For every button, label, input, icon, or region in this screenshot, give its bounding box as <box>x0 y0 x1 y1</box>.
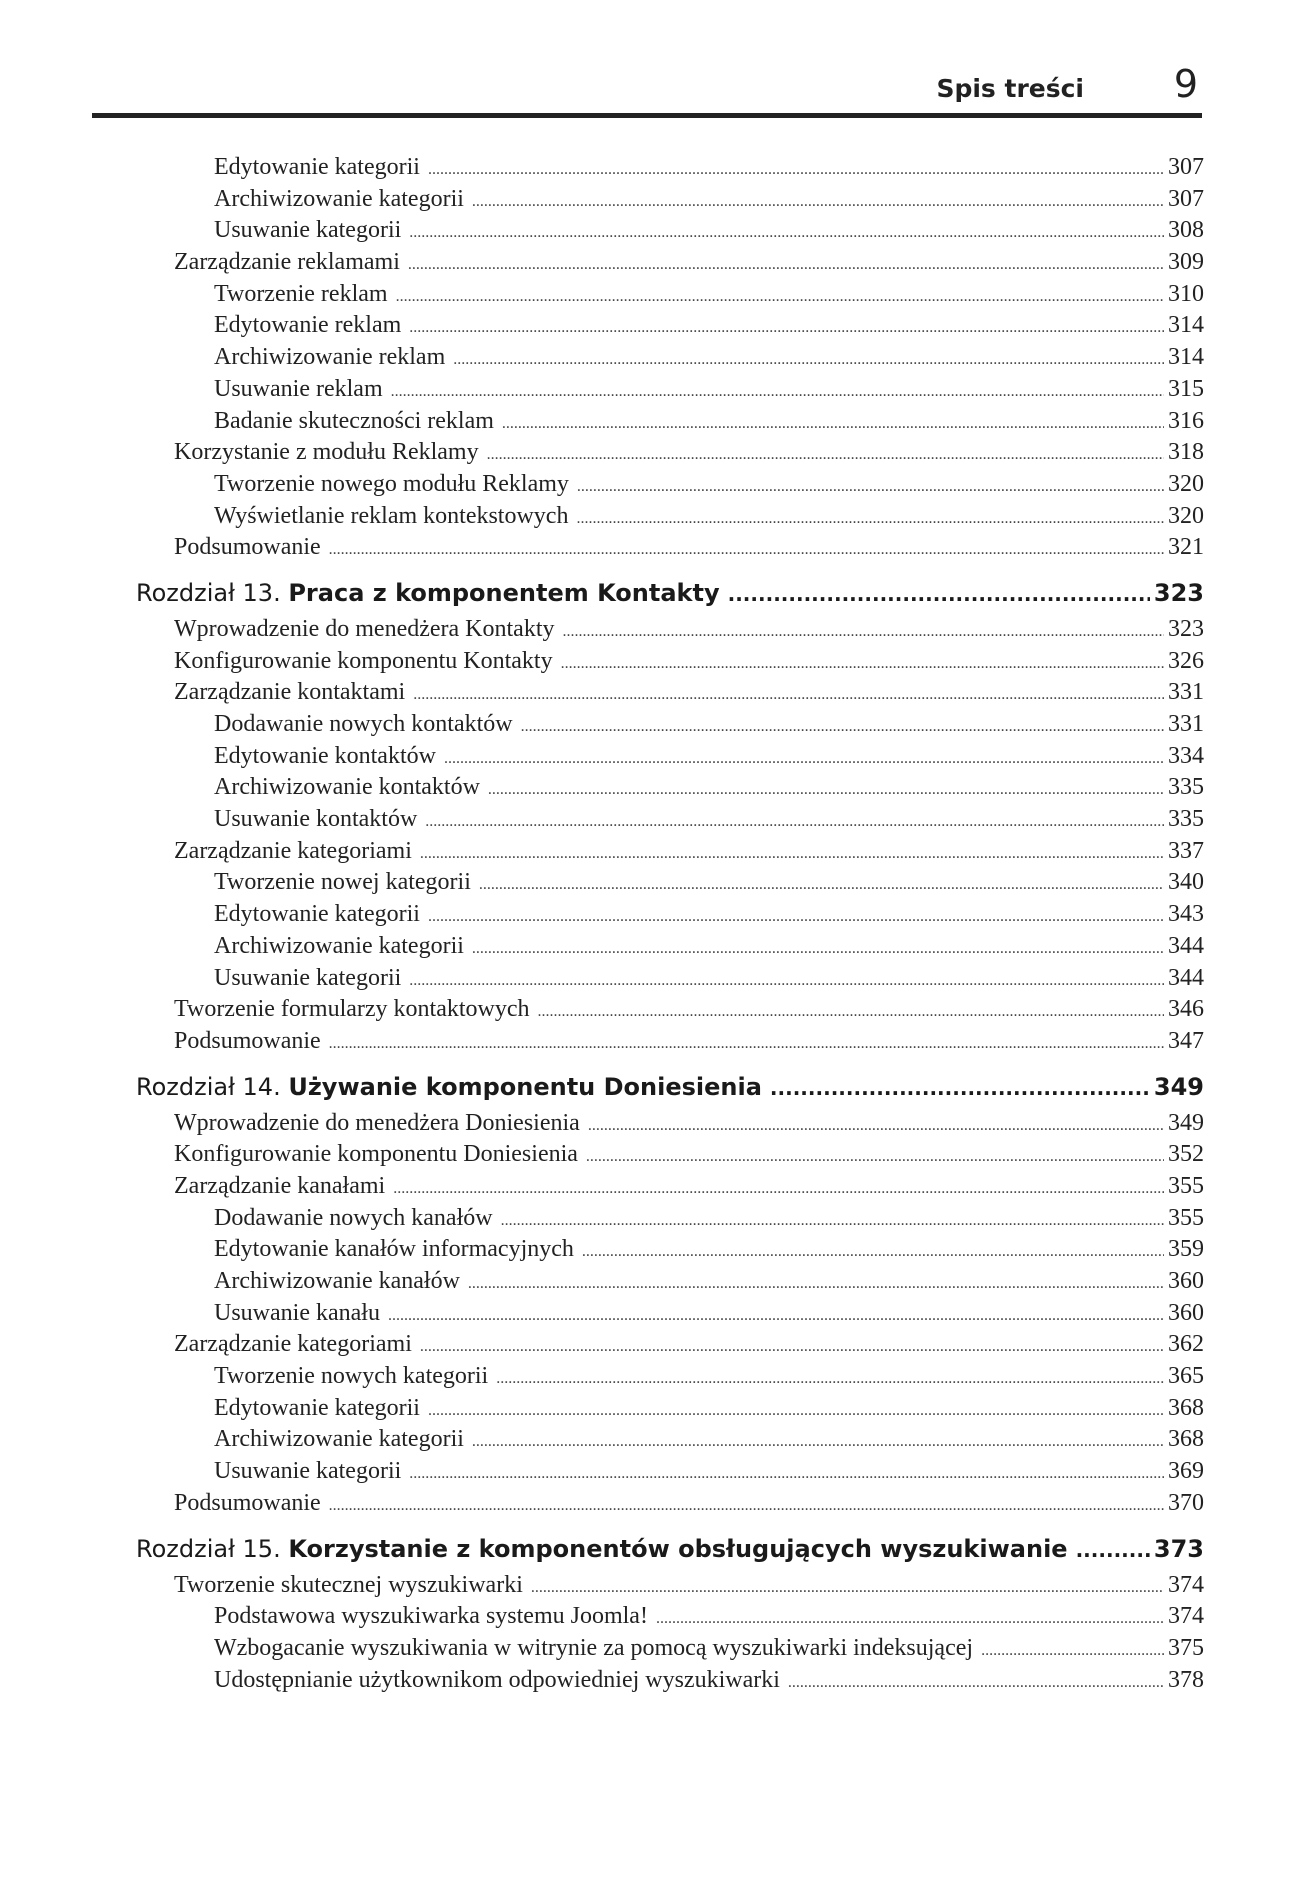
toc-subsection-entry[interactable] <box>136 1424 1204 1456</box>
dot-leader <box>420 838 1164 870</box>
toc-section-entry[interactable] <box>136 836 1204 868</box>
header-rule <box>92 113 1202 118</box>
entry-title: Usuwanie kategorii <box>214 1458 402 1485</box>
dot-leader <box>396 281 1164 313</box>
entry-page-number: 334 <box>1168 742 1204 769</box>
toc-subsection-entry[interactable] <box>136 772 1204 804</box>
entry-title: Archiwizowanie kontaktów <box>214 774 480 801</box>
dot-leader <box>479 869 1164 901</box>
entry-title: Podstawowa wyszukiwarka systemu Joomla! <box>214 1603 648 1630</box>
dot-leader <box>409 1458 1164 1490</box>
dot-leader <box>521 711 1164 743</box>
entry-page-number: 335 <box>1168 806 1204 833</box>
toc-subsection-entry[interactable] <box>136 1203 1204 1235</box>
toc-subsection-entry[interactable] <box>136 374 1204 406</box>
entry-title: Archiwizowanie kategorii <box>214 932 464 959</box>
dot-leader <box>329 534 1164 566</box>
entry-page-number: 370 <box>1168 1489 1204 1516</box>
entry-title: Zarządzanie kategoriami <box>174 837 412 864</box>
toc-subsection-entry[interactable] <box>136 867 1204 899</box>
dot-leader <box>472 933 1164 965</box>
dot-leader <box>329 1028 1164 1060</box>
chapter-title: Praca z komponentem Kontakty <box>288 578 720 607</box>
toc-subsection-entry[interactable] <box>136 741 1204 773</box>
entry-title: Tworzenie reklam <box>214 280 388 307</box>
entry-page-number: 374 <box>1168 1603 1204 1630</box>
entry-page-number: 374 <box>1168 1571 1204 1598</box>
entry-title: Zarządzanie kanałami <box>174 1172 386 1199</box>
dot-leader <box>981 1635 1164 1667</box>
entry-title: Konfigurowanie komponentu Kontakty <box>174 647 553 674</box>
entry-title: Archiwizowanie kategorii <box>214 185 464 212</box>
entry-page-number: 331 <box>1168 679 1204 706</box>
toc-section-entry[interactable] <box>136 437 1204 469</box>
toc-section-entry[interactable] <box>136 1570 1204 1602</box>
chapter-number: Rozdział 14. <box>136 1072 281 1101</box>
entry-page-number: 340 <box>1168 869 1204 896</box>
entry-title: Korzystanie z modułu Reklamy <box>174 439 479 466</box>
dot-leader <box>576 503 1164 535</box>
dot-leader <box>388 1300 1164 1332</box>
entry-page-number: 326 <box>1168 647 1204 674</box>
toc-section-entry[interactable] <box>136 1488 1204 1520</box>
dot-leader <box>487 439 1164 471</box>
entry-title: Edytowanie kategorii <box>214 1394 420 1421</box>
chapter-title: Korzystanie z komponentów obsługujących wyszukiwanie <box>288 1534 1068 1563</box>
toc-section-entry[interactable] <box>136 532 1204 564</box>
dot-leader <box>409 312 1164 344</box>
dot-leader <box>408 249 1164 281</box>
entry-page-number: 355 <box>1168 1172 1204 1199</box>
dot-leader <box>582 1236 1164 1268</box>
entry-title: Archiwizowanie kategorii <box>214 1426 464 1453</box>
entry-page-number: 343 <box>1168 901 1204 928</box>
toc-chapter-heading[interactable] <box>136 576 1204 611</box>
dot-leader <box>425 806 1164 838</box>
dot-leader <box>409 965 1164 997</box>
entry-page-number: 346 <box>1168 996 1204 1023</box>
toc-chapter-heading[interactable] <box>136 1070 1204 1105</box>
toc-subsection-entry[interactable] <box>136 406 1204 438</box>
entry-page-number: 362 <box>1168 1331 1204 1358</box>
toc-section-entry[interactable] <box>136 646 1204 678</box>
toc-subsection-entry[interactable] <box>136 469 1204 501</box>
toc-section-entry[interactable] <box>136 614 1204 646</box>
dot-leader <box>496 1363 1164 1395</box>
toc-section-entry[interactable] <box>136 994 1204 1026</box>
entry-page-number: 344 <box>1168 932 1204 959</box>
dot-leader <box>472 186 1164 218</box>
toc-subsection-entry[interactable] <box>136 342 1204 374</box>
entry-page-number: 349 <box>1153 1072 1204 1101</box>
toc-subsection-entry[interactable] <box>136 501 1204 533</box>
dot-leader <box>488 774 1164 806</box>
dot-leader <box>561 648 1164 680</box>
header-title: Spis treści <box>936 74 1084 103</box>
entry-page-number: 375 <box>1168 1634 1204 1661</box>
dot-leader <box>538 996 1164 1028</box>
chapter-number: Rozdział 15. <box>136 1534 281 1563</box>
entry-title: Wprowadzenie do menedżera Kontakty <box>174 615 555 642</box>
toc-section-entry[interactable] <box>136 247 1204 279</box>
toc-section-entry[interactable] <box>136 1171 1204 1203</box>
entry-title: Wprowadzenie do menedżera Doniesienia <box>174 1109 580 1136</box>
entry-title: Edytowanie kategorii <box>214 901 420 928</box>
chapter-number: Rozdział 13. <box>136 578 281 607</box>
toc-subsection-entry[interactable] <box>136 1393 1204 1425</box>
entry-title: Archiwizowanie kanałów <box>214 1268 460 1294</box>
entry-page-number: 314 <box>1168 344 1204 371</box>
entry-title: Dodawanie nowych kanałów <box>214 1204 493 1231</box>
entry-title: Usuwanie kanału <box>214 1299 380 1326</box>
dot-leader <box>563 616 1165 648</box>
entry-page-number: 314 <box>1168 312 1204 339</box>
entry-title: Usuwanie reklam <box>214 375 383 402</box>
toc-section-entry[interactable] <box>136 1026 1204 1058</box>
dot-leader <box>531 1572 1164 1604</box>
toc-subsection-entry[interactable] <box>136 1361 1204 1393</box>
toc-subsection-entry[interactable] <box>136 931 1204 963</box>
toc-section-entry[interactable] <box>136 1139 1204 1171</box>
entry-page-number: 355 <box>1168 1204 1204 1231</box>
toc-section-entry[interactable] <box>136 1108 1204 1140</box>
dot-leader <box>1076 1533 1150 1568</box>
dot-leader <box>329 1490 1164 1522</box>
entry-page-number: 373 <box>1153 1534 1204 1563</box>
toc-subsection-entry[interactable] <box>136 899 1204 931</box>
entry-page-number: 352 <box>1168 1141 1204 1168</box>
toc-subsection-entry[interactable] <box>136 215 1204 247</box>
entry-page-number: 321 <box>1168 534 1204 561</box>
table-of-contents <box>136 152 1204 1696</box>
entry-title: Podsumowanie <box>174 1489 321 1516</box>
dot-leader <box>501 1205 1164 1237</box>
entry-page-number: 360 <box>1168 1268 1204 1294</box>
entry-title: Usuwanie kategorii <box>214 964 402 991</box>
entry-title: Dodawanie nowych kontaktów <box>214 711 513 737</box>
entry-title: Zarządzanie kontaktami <box>174 679 406 706</box>
entry-page-number: 331 <box>1168 711 1204 737</box>
toc-subsection-entry[interactable] <box>136 152 1204 184</box>
entry-title: Usuwanie kontaktów <box>214 806 418 833</box>
entry-page-number: 320 <box>1168 470 1204 497</box>
entry-page-number: 368 <box>1168 1394 1204 1421</box>
entry-title: Tworzenie nowego modułu Reklamy <box>214 470 569 497</box>
dot-leader <box>468 1268 1164 1300</box>
entry-page-number: 344 <box>1168 964 1204 991</box>
toc-subsection-entry[interactable] <box>136 1456 1204 1488</box>
entry-page-number: 360 <box>1168 1299 1204 1326</box>
chapter-title: Używanie komponentu Doniesienia <box>288 1072 762 1101</box>
toc-subsection-entry[interactable] <box>136 1298 1204 1330</box>
dot-leader <box>428 1395 1164 1427</box>
entry-page-number: 320 <box>1168 502 1204 529</box>
entry-page-number: 323 <box>1153 578 1204 607</box>
entry-page-number: 315 <box>1168 375 1204 402</box>
toc-subsection-entry[interactable] <box>136 1633 1204 1665</box>
dot-leader <box>420 1331 1164 1363</box>
entry-page-number: 347 <box>1168 1027 1204 1054</box>
entry-title: Tworzenie nowej kategorii <box>214 869 471 896</box>
entry-title: Podsumowanie <box>174 534 321 561</box>
entry-title: Edytowanie kontaktów <box>214 742 436 769</box>
entry-page-number: 310 <box>1168 280 1204 307</box>
toc-subsection-entry[interactable] <box>136 804 1204 836</box>
entry-page-number: 323 <box>1168 615 1204 642</box>
dot-leader <box>391 376 1164 408</box>
dot-leader <box>728 577 1150 612</box>
toc-subsection-entry[interactable] <box>136 1665 1204 1697</box>
entry-title: Archiwizowanie reklam <box>214 344 446 371</box>
entry-page-number: 307 <box>1168 185 1204 212</box>
entry-title: Badanie skuteczności reklam <box>214 407 494 434</box>
entry-page-number: 307 <box>1168 154 1204 180</box>
toc-section-entry[interactable] <box>136 677 1204 709</box>
dot-leader <box>428 154 1164 186</box>
entry-title: Konfigurowanie komponentu Doniesienia <box>174 1141 578 1168</box>
entry-page-number: 337 <box>1168 837 1204 864</box>
toc-subsection-entry[interactable] <box>136 184 1204 216</box>
page-number: 9 <box>1173 62 1198 106</box>
entry-title: Tworzenie skutecznej wyszukiwarki <box>174 1571 523 1598</box>
entry-page-number: 318 <box>1168 439 1204 466</box>
dot-leader <box>409 217 1164 249</box>
toc-section-entry[interactable] <box>136 1329 1204 1361</box>
dot-leader <box>393 1173 1164 1205</box>
toc-subsection-entry[interactable] <box>136 279 1204 311</box>
entry-title: Udostępnianie użytkownikom odpowiedniej wyszukiwarki <box>214 1666 780 1693</box>
dot-leader <box>502 408 1164 440</box>
dot-leader <box>453 344 1164 376</box>
dot-leader <box>586 1141 1164 1173</box>
entry-title: Usuwanie kategorii <box>214 217 402 244</box>
entry-page-number: 349 <box>1168 1109 1204 1136</box>
entry-title: Tworzenie formularzy kontaktowych <box>174 996 530 1023</box>
dot-leader <box>472 1426 1164 1458</box>
toc-subsection-entry[interactable] <box>136 1234 1204 1266</box>
entry-page-number: 316 <box>1168 407 1204 434</box>
dot-leader <box>788 1667 1164 1699</box>
toc-subsection-entry[interactable] <box>136 1266 1204 1298</box>
dot-leader <box>444 743 1164 775</box>
entry-title: Wyświetlanie reklam kontekstowych <box>214 502 569 529</box>
toc-subsection-entry[interactable] <box>136 1601 1204 1633</box>
entry-page-number: 378 <box>1168 1666 1204 1693</box>
entry-title: Wzbogacanie wyszukiwania w witrynie za pomocą wyszukiwarki indeksującej <box>214 1634 974 1661</box>
entry-page-number: 309 <box>1168 249 1204 276</box>
dot-leader <box>588 1110 1164 1142</box>
toc-subsection-entry[interactable] <box>136 310 1204 342</box>
entry-page-number: 308 <box>1168 217 1204 244</box>
entry-title: Edytowanie kategorii <box>214 154 420 180</box>
dot-leader <box>656 1603 1164 1635</box>
dot-leader <box>577 471 1164 503</box>
entry-page-number: 368 <box>1168 1426 1204 1453</box>
toc-chapter-heading[interactable] <box>136 1532 1204 1567</box>
dot-leader <box>413 679 1164 711</box>
entry-title: Podsumowanie <box>174 1027 321 1054</box>
entry-page-number: 369 <box>1168 1458 1204 1485</box>
entry-title: Edytowanie kanałów informacyjnych <box>214 1236 574 1263</box>
toc-subsection-entry[interactable] <box>136 963 1204 995</box>
entry-title: Zarządzanie reklamami <box>174 249 400 276</box>
entry-page-number: 359 <box>1168 1236 1204 1263</box>
entry-title: Edytowanie reklam <box>214 312 402 339</box>
dot-leader <box>428 901 1164 933</box>
toc-subsection-entry[interactable] <box>136 709 1204 741</box>
dot-leader <box>770 1071 1150 1106</box>
running-header <box>92 60 1202 118</box>
entry-page-number: 335 <box>1168 774 1204 801</box>
entry-title: Tworzenie nowych kategorii <box>214 1363 489 1390</box>
entry-page-number: 365 <box>1168 1363 1204 1390</box>
entry-title: Zarządzanie kategoriami <box>174 1331 412 1358</box>
